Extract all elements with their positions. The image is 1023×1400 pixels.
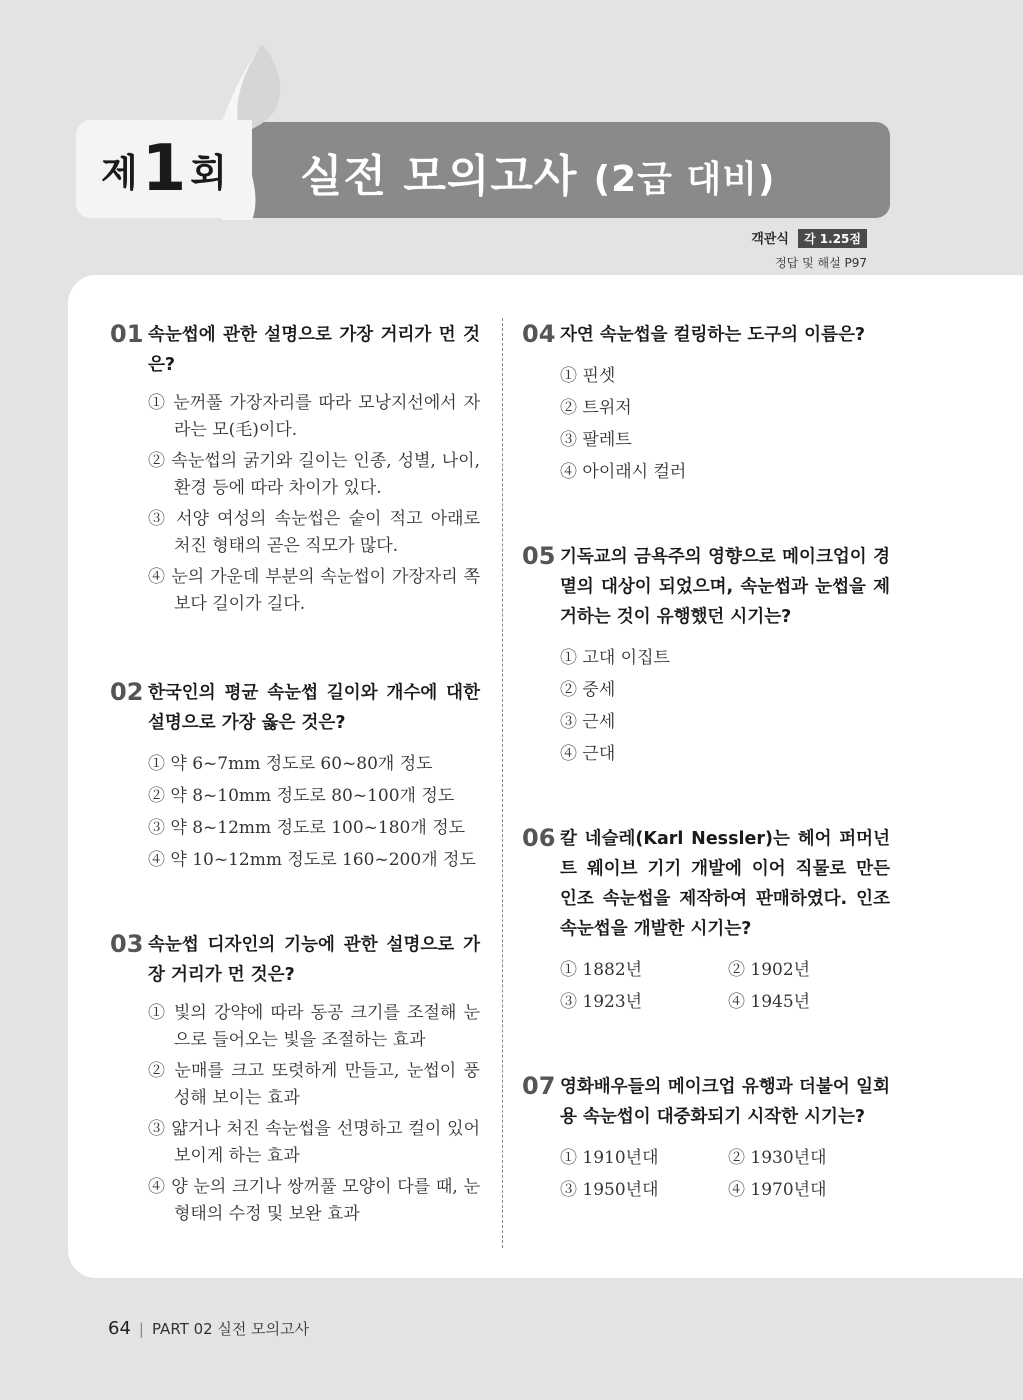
option[interactable]: ① 고대 이집트 — [560, 648, 670, 668]
question-number: 07 — [522, 1072, 556, 1100]
question-text: 기독교의 금욕주의 영향으로 메이크업이 경멸의 대상이 되었으며, 속눈썹과 눈썹을 제거하는 것이 유행했던 시기는? — [560, 547, 890, 627]
option[interactable]: ② 속눈썹의 굵기와 길이는 인종, 성별, 나이, 환경 등에 따라 차이가 있다. — [148, 451, 480, 498]
question-text: 자연 속눈썹을 컬링하는 도구의 이름은? — [560, 325, 866, 345]
option[interactable]: ① 1910년대 — [560, 1148, 659, 1168]
question-number: 06 — [522, 824, 556, 852]
option[interactable]: ④ 1970년대 — [728, 1180, 827, 1200]
option[interactable]: ② 1930년대 — [728, 1148, 827, 1168]
option[interactable]: ① 약 6~7mm 정도로 60~80개 정도 — [148, 754, 433, 774]
option[interactable]: ② 약 8~10mm 정도로 80~100개 정도 — [148, 786, 455, 806]
question-number: 02 — [110, 678, 144, 706]
option[interactable]: ④ 1945년 — [728, 992, 811, 1012]
round-tab — [76, 120, 252, 218]
footer-separator: | — [138, 1320, 144, 1338]
page-number: 64 — [108, 1318, 131, 1339]
option[interactable]: ① 핀셋 — [560, 366, 616, 386]
title-subtitle: (2급 대비) — [593, 159, 776, 200]
option[interactable]: ③ 팔레트 — [560, 430, 632, 450]
option[interactable]: ① 1882년 — [560, 960, 643, 980]
option[interactable]: ③ 1923년 — [560, 992, 643, 1012]
column-divider — [502, 318, 503, 1248]
page-footer — [108, 1318, 309, 1339]
question-06 — [522, 824, 890, 1018]
question-type: 객관식 — [751, 232, 789, 247]
round-suffix: 회 — [190, 150, 227, 195]
round-prefix: 제 — [101, 150, 138, 195]
question-number: 04 — [522, 320, 556, 348]
question-01 — [110, 320, 480, 622]
option[interactable]: ④ 근대 — [560, 744, 616, 764]
option[interactable]: ③ 얇거나 처진 속눈썹을 선명하고 컬이 있어 보이게 하는 효과 — [148, 1119, 480, 1166]
option[interactable]: ③ 서양 여성의 속눈썹은 숱이 적고 아래로 처진 형태의 곧은 직모가 많다. — [148, 509, 480, 556]
option[interactable]: ③ 1950년대 — [560, 1180, 659, 1200]
question-number: 01 — [110, 320, 144, 348]
option[interactable]: ④ 아이래시 컬러 — [560, 462, 687, 482]
question-text: 속눈썹 디자인의 기능에 관한 설명으로 가장 거리가 먼 것은? — [148, 935, 480, 985]
question-03 — [110, 930, 480, 1232]
option[interactable]: ② 트위저 — [560, 398, 632, 418]
question-text: 영화배우들의 메이크업 유행과 더불어 일회용 속눈썹이 대중화되기 시작한 시기는? — [560, 1077, 890, 1127]
option[interactable]: ③ 약 8~12mm 정도로 100~180개 정도 — [148, 818, 466, 838]
option[interactable]: ① 빛의 강약에 따라 동공 크기를 조절해 눈으로 들어오는 빛을 조절하는 효과 — [148, 1003, 480, 1050]
question-05 — [522, 542, 890, 770]
option[interactable]: ④ 약 10~12mm 정도로 160~200개 정도 — [148, 850, 476, 870]
question-number: 05 — [522, 542, 556, 570]
page-title — [300, 140, 776, 204]
question-text: 한국인의 평균 속눈썹 길이와 개수에 대한 설명으로 가장 옳은 것은? — [148, 683, 480, 733]
option[interactable]: ① 눈꺼풀 가장자리를 따라 모낭지선에서 자라는 모(毛)이다. — [148, 393, 480, 440]
option[interactable]: ② 1902년 — [728, 960, 811, 980]
question-02 — [110, 678, 480, 876]
points-badge: 각 1.25점 — [798, 229, 867, 248]
option[interactable]: ② 중세 — [560, 680, 616, 700]
question-text: 칼 네슬레(Karl Nessler)는 헤어 퍼머넌트 웨이브 기기 개발에 이어 직물로 만든 인조 속눈썹을 제작하여 판매하였다. 인조 속눈썹을 개발한 시기는? — [560, 829, 890, 939]
question-meta — [751, 228, 867, 271]
option[interactable]: ② 눈매를 크고 또렷하게 만들고, 눈썹이 풍성해 보이는 효과 — [148, 1061, 480, 1108]
title-text: 실전 모의고사 — [300, 151, 578, 202]
question-number: 03 — [110, 930, 144, 958]
option[interactable]: ④ 양 눈의 크기나 쌍꺼풀 모양이 다를 때, 눈 형태의 수정 및 보완 효과 — [148, 1177, 480, 1224]
answer-reference: 정답 및 해설 P97 — [775, 256, 867, 270]
question-07 — [522, 1072, 890, 1206]
round-number: 1 — [141, 132, 187, 206]
option[interactable]: ③ 근세 — [560, 712, 616, 732]
question-04 — [522, 320, 890, 488]
part-label: PART 02 실전 모의고사 — [151, 1320, 310, 1338]
option[interactable]: ④ 눈의 가운데 부분의 속눈썹이 가장자리 쪽보다 길이가 길다. — [148, 567, 480, 614]
question-text: 속눈썹에 관한 설명으로 가장 거리가 먼 것은? — [148, 325, 480, 375]
